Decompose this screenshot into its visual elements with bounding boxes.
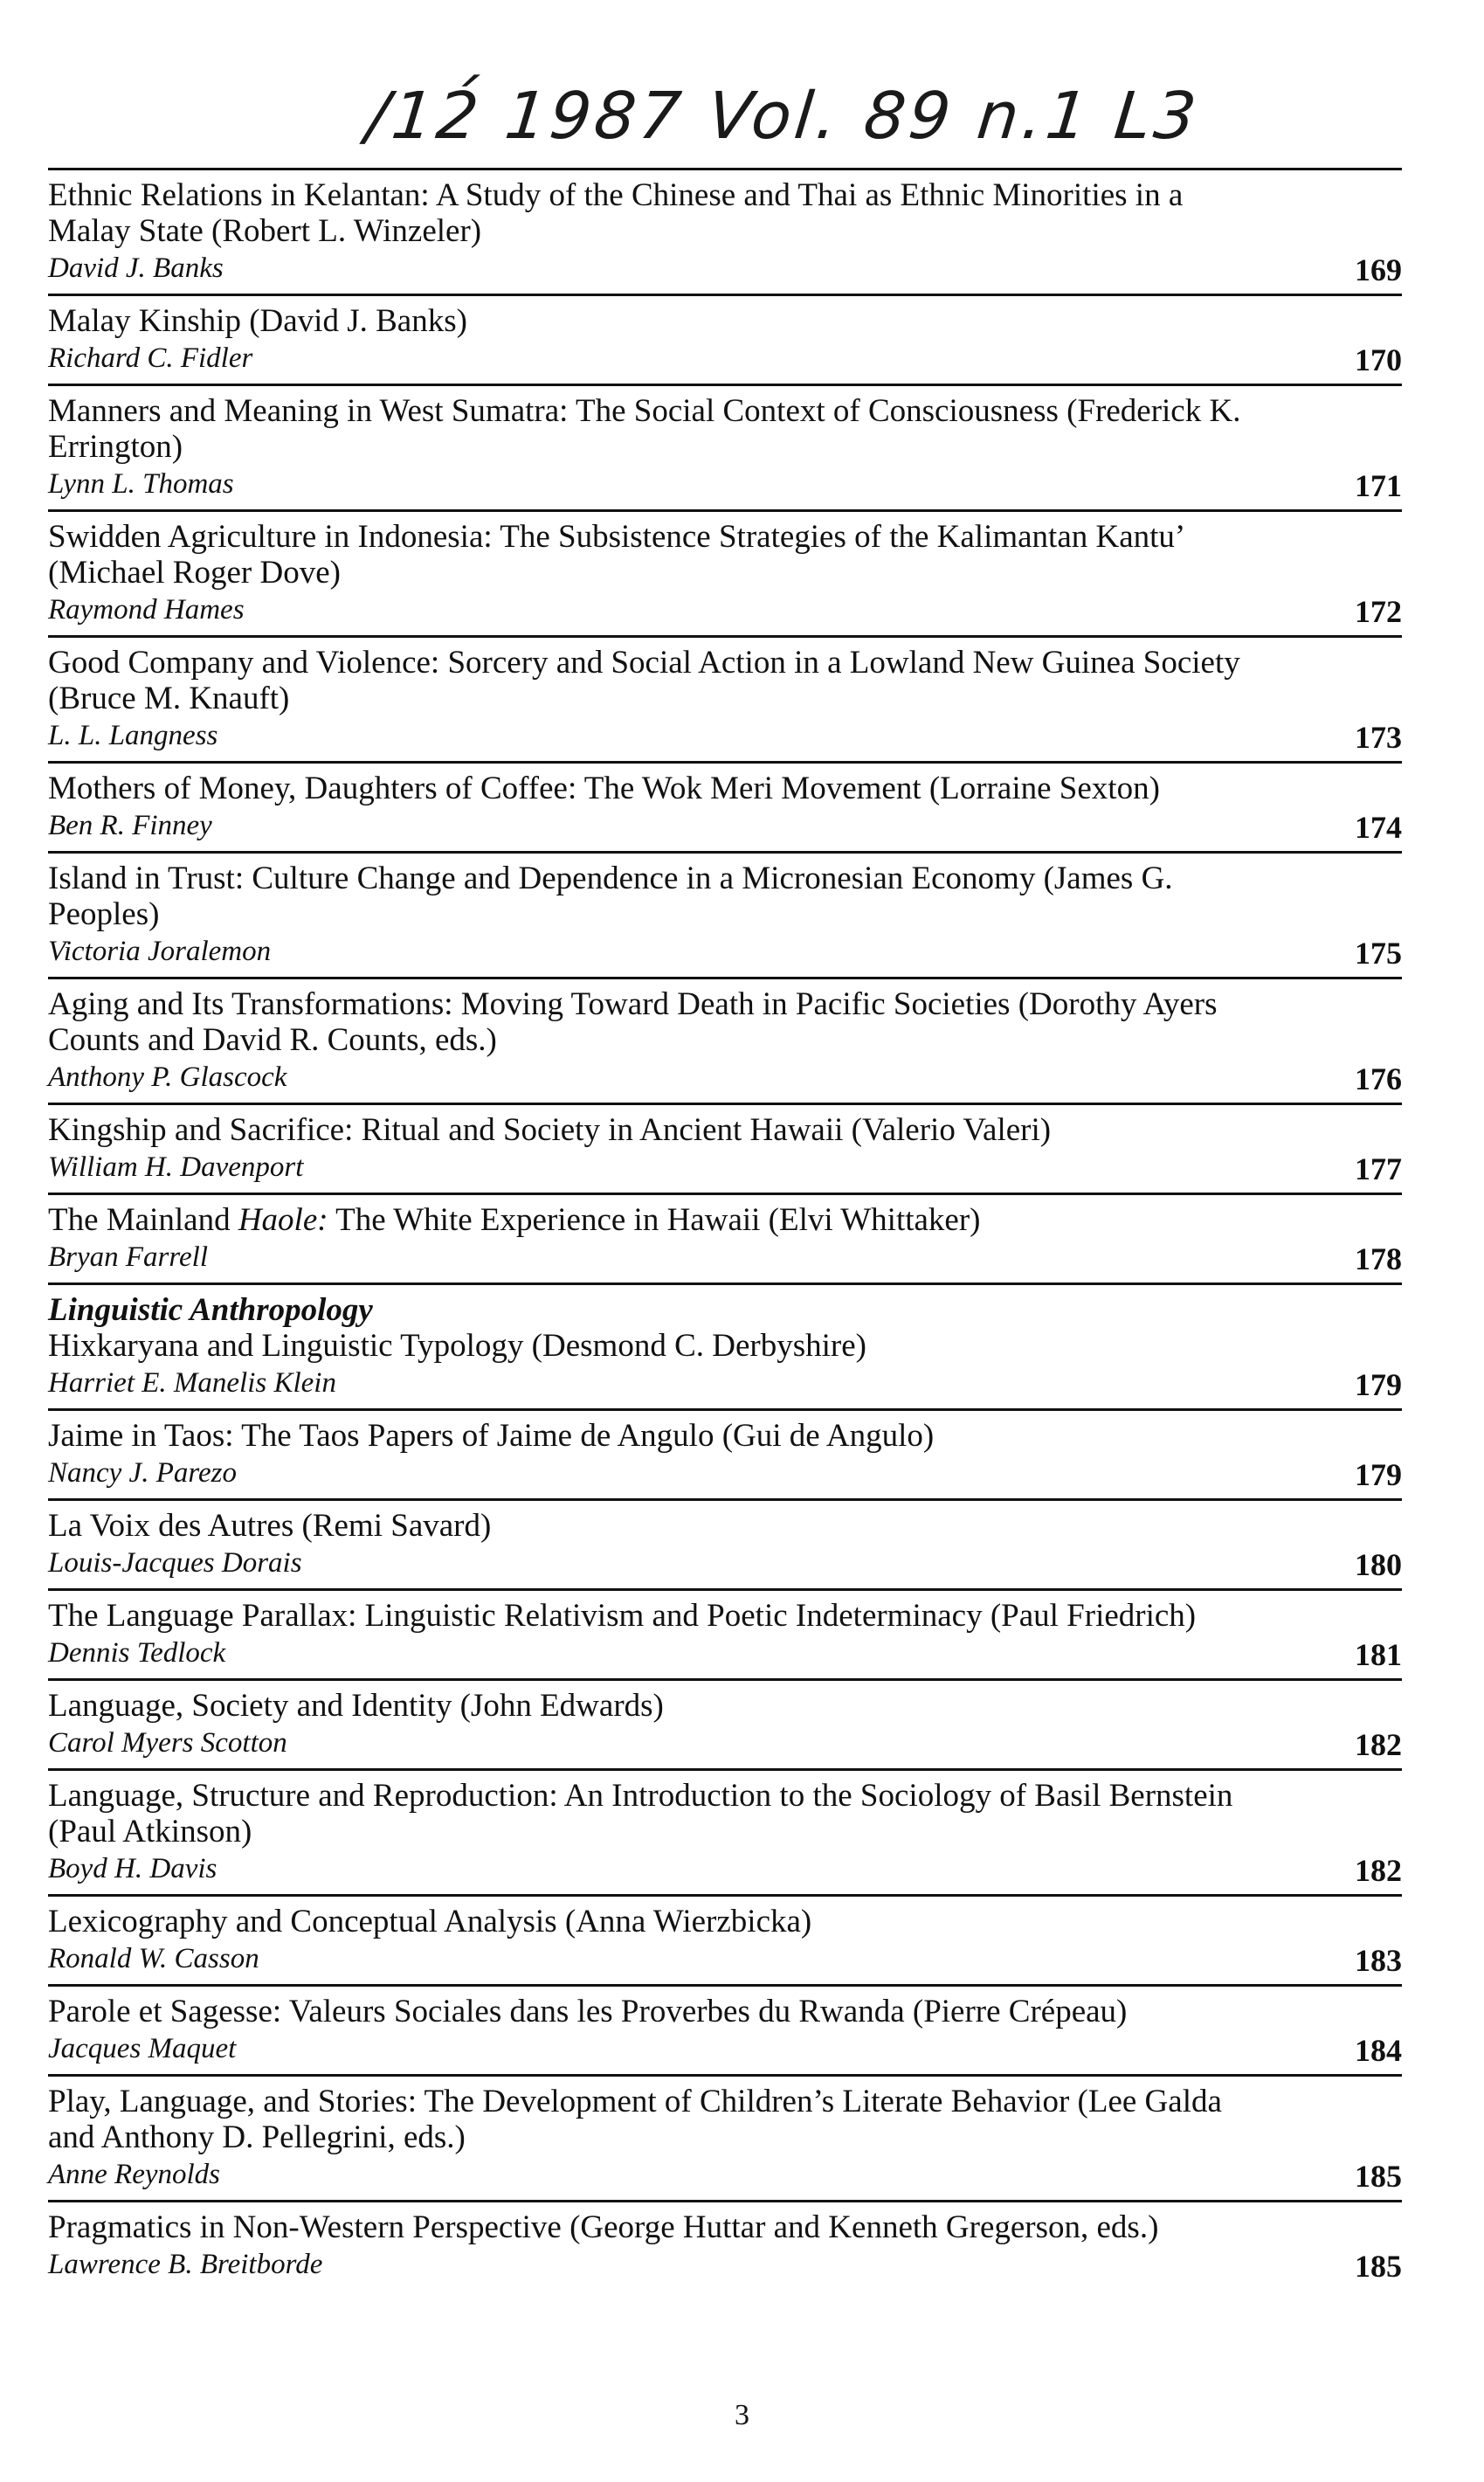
page-number: 179 bbox=[1355, 1457, 1402, 1492]
toc-entry bbox=[48, 761, 1402, 851]
book-title: Jaime in Taos: The Taos Papers of Jaime de Angulo (Gui de Angulo) bbox=[48, 1418, 935, 1454]
toc-entry bbox=[48, 384, 1402, 509]
toc-entry bbox=[48, 168, 1402, 294]
reviewer-name: Victoria Joralemon bbox=[48, 936, 272, 967]
reviewer-row bbox=[48, 806, 1402, 845]
book-title-italic: Haole: bbox=[238, 1202, 328, 1238]
book-title: Mothers of Money, Daughters of Coffee: The Wok Meri Movement (Lorraine Sexton) bbox=[48, 771, 1160, 806]
reviewer-name: Ben R. Finney bbox=[48, 810, 212, 841]
book-title: Pragmatics in Non-Western Perspective (George Huttar and Kenneth Gregerson, eds.) bbox=[48, 2209, 1159, 2245]
toc-entry bbox=[48, 1984, 1402, 2074]
reviewer-name: Harriet E. Manelis Klein bbox=[48, 1367, 336, 1399]
reviewer-name: David J. Banks bbox=[48, 252, 224, 284]
reviewer-row bbox=[48, 339, 1402, 377]
toc-entry bbox=[48, 1678, 1402, 1768]
book-title: Manners and Meaning in West Sumatra: The Social Context of Consciousness (Frederick K. Errington) bbox=[48, 393, 1241, 465]
toc-entry bbox=[48, 1588, 1402, 1678]
reviewer-name: Louis-Jacques Dorais bbox=[48, 1547, 302, 1579]
reviewer-name: Ronald W. Casson bbox=[48, 1943, 259, 1974]
page-number: 174 bbox=[1355, 810, 1402, 845]
book-title: Swidden Agriculture in Indonesia: The Subsistence Strategies of the Kalimantan Kantu’ (Michael Roger Dove) bbox=[48, 519, 1184, 591]
reviewer-row bbox=[48, 932, 1402, 971]
page-number: 179 bbox=[1355, 1367, 1402, 1402]
reviewer-row bbox=[48, 1454, 1402, 1492]
reviewer-row bbox=[48, 1544, 1402, 1582]
reviewer-name: Lynn L. Thomas bbox=[48, 468, 234, 500]
reviewer-name: William H. Davenport bbox=[48, 1151, 304, 1183]
page-number: 177 bbox=[1355, 1151, 1402, 1186]
page-number: 182 bbox=[1355, 1727, 1402, 1762]
reviewer-row bbox=[48, 591, 1402, 629]
reviewer-row bbox=[48, 716, 1402, 755]
page-number: 181 bbox=[1355, 1637, 1402, 1672]
book-title: Language, Structure and Reproduction: An Introduction to the Sociology of Basil Bernstein (Paul Atkinson) bbox=[48, 1778, 1233, 1849]
toc-entry bbox=[48, 1282, 1402, 1408]
reviewer-row bbox=[48, 2155, 1402, 2194]
page-number: 170 bbox=[1355, 342, 1402, 377]
book-title: La Voix des Autres (Remi Savard) bbox=[48, 1508, 492, 1544]
book-title: Good Company and Violence: Sorcery and Social Action in a Lowland New Guinea Society (Bruce M. Knauft) bbox=[48, 645, 1240, 716]
page-number: 180 bbox=[1355, 1547, 1402, 1582]
book-title: Play, Language, and Stories: The Development of Children’s Literate Behavior (Lee Galda and Anthony D. Pellegrini, eds.) bbox=[48, 2084, 1222, 2155]
page-number: 172 bbox=[1355, 594, 1402, 629]
book-title-prefix: The Mainland bbox=[48, 1202, 238, 1238]
page-number: 173 bbox=[1355, 720, 1402, 755]
reviewer-name: Carol Myers Scotton bbox=[48, 1727, 287, 1759]
reviewer-row bbox=[48, 1238, 1402, 1276]
reviewer-row bbox=[48, 1939, 1402, 1978]
toc-entry bbox=[48, 635, 1402, 761]
reviewer-row bbox=[48, 1148, 1402, 1186]
reviewer-name: Anthony P. Glascock bbox=[48, 1061, 287, 1093]
book-title bbox=[48, 1202, 1402, 1238]
page-number: 178 bbox=[1355, 1241, 1402, 1276]
page-number: 185 bbox=[1355, 2249, 1402, 2284]
book-title: Hixkaryana and Linguistic Typology (Desmond C. Derbyshire) bbox=[48, 1328, 866, 1364]
toc-entry bbox=[48, 851, 1402, 977]
toc-entry bbox=[48, 1193, 1402, 1282]
page-footer-number: 3 bbox=[735, 2399, 749, 2431]
section-heading: Linguistic Anthropology bbox=[48, 1292, 373, 1328]
reviewer-name: Boyd H. Davis bbox=[48, 1853, 217, 1884]
page-number: 171 bbox=[1355, 468, 1402, 503]
book-title: Ethnic Relations in Kelantan: A Study of the Chinese and Thai as Ethnic Minorities in a Malay State (Robert L. Winzeler) bbox=[48, 177, 1184, 249]
handwritten-catalog-note: /12́ 1987 Vol. 89 n.1 L3 bbox=[362, 79, 1204, 154]
toc-entry bbox=[48, 977, 1402, 1103]
book-title: Parole et Sagesse: Valeurs Sociales dans les Proverbes du Rwanda (Pierre Crépeau) bbox=[48, 1994, 1128, 2029]
reviewer-name: Bryan Farrell bbox=[48, 1241, 208, 1273]
page-number: 182 bbox=[1355, 1853, 1402, 1888]
book-title: Kingship and Sacrifice: Ritual and Society in Ancient Hawaii (Valerio Valeri) bbox=[48, 1112, 1052, 1148]
book-title-suffix: The White Experience in Hawaii (Elvi Whittaker) bbox=[328, 1202, 981, 1238]
toc-entry bbox=[48, 2074, 1402, 2200]
toc-entry bbox=[48, 1498, 1402, 1588]
toc-entry bbox=[48, 1894, 1402, 1984]
reviewer-row bbox=[48, 2245, 1402, 2284]
page-number: 169 bbox=[1355, 252, 1402, 287]
toc-entry bbox=[48, 509, 1402, 635]
book-title: The Language Parallax: Linguistic Relativism and Poetic Indeterminacy (Paul Friedrich) bbox=[48, 1598, 1197, 1634]
page-number: 175 bbox=[1355, 936, 1402, 971]
reviewer-name: Lawrence B. Breitborde bbox=[48, 2249, 323, 2280]
toc-entry bbox=[48, 294, 1402, 384]
reviewer-name: Anne Reynolds bbox=[48, 2159, 221, 2190]
page-number: 185 bbox=[1355, 2159, 1402, 2194]
reviewer-row bbox=[48, 465, 1402, 503]
reviewer-row bbox=[48, 1364, 1402, 1402]
book-title: Malay Kinship (David J. Banks) bbox=[48, 303, 467, 339]
reviewer-row bbox=[48, 1058, 1402, 1096]
reviewer-name: Jacques Maquet bbox=[48, 2033, 237, 2064]
reviewer-name: Raymond Hames bbox=[48, 594, 245, 626]
book-title: Island in Trust: Culture Change and Dependence in a Micronesian Economy (James G. Peoples) bbox=[48, 861, 1173, 932]
reviewer-row bbox=[48, 1849, 1402, 1888]
toc-entry bbox=[48, 1408, 1402, 1498]
toc-entry bbox=[48, 1103, 1402, 1193]
table-of-contents bbox=[48, 168, 1402, 2290]
reviewer-row bbox=[48, 249, 1402, 287]
toc-entry bbox=[48, 2200, 1402, 2290]
book-title: Aging and Its Transformations: Moving Toward Death in Pacific Societies (Dorothy Ayers Counts and David R. Counts, eds.) bbox=[48, 986, 1218, 1058]
reviewer-name: L. L. Langness bbox=[48, 720, 218, 751]
reviewer-name: Dennis Tedlock bbox=[48, 1637, 226, 1669]
reviewer-name: Richard C. Fidler bbox=[48, 342, 253, 374]
page-number: 176 bbox=[1355, 1061, 1402, 1096]
book-title: Lexicography and Conceptual Analysis (Anna Wierzbicka) bbox=[48, 1904, 812, 1939]
page-number: 184 bbox=[1355, 2033, 1402, 2068]
reviewer-row bbox=[48, 2029, 1402, 2068]
reviewer-name: Nancy J. Parezo bbox=[48, 1457, 237, 1489]
reviewer-row bbox=[48, 1724, 1402, 1762]
toc-entry bbox=[48, 1768, 1402, 1894]
page-number: 183 bbox=[1355, 1943, 1402, 1978]
reviewer-row bbox=[48, 1634, 1402, 1672]
book-title: Language, Society and Identity (John Edwards) bbox=[48, 1688, 664, 1724]
